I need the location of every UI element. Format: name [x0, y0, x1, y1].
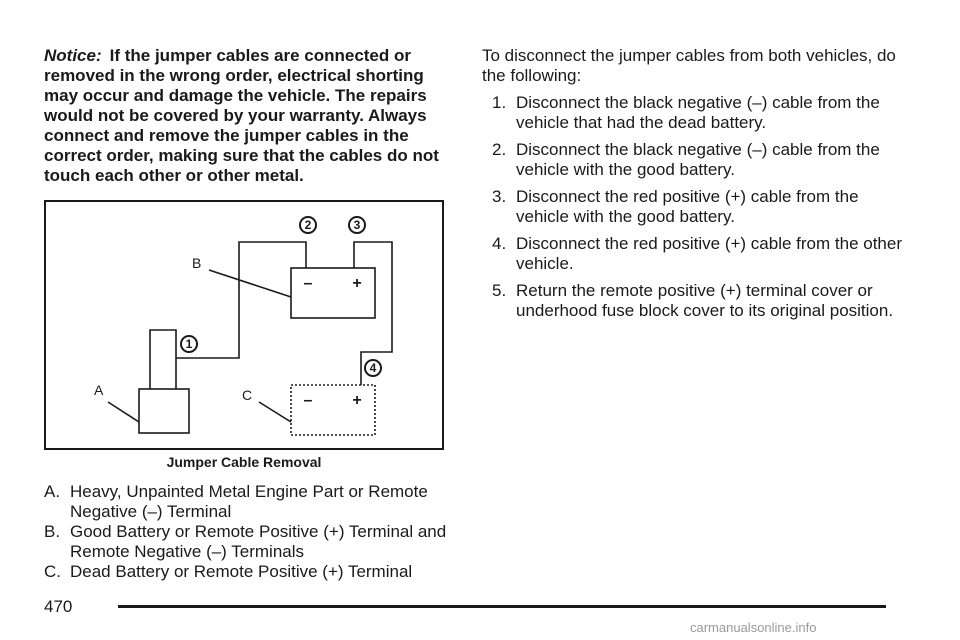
figure-caption: Jumper Cable Removal	[166, 454, 322, 470]
step-item	[492, 281, 912, 321]
label-a: A	[94, 382, 104, 398]
step-number: 4.	[492, 234, 507, 253]
step-text: Disconnect the black negative (–) cable from the vehicle that had the dead battery.	[516, 93, 880, 132]
notice-text: If the jumper cables are connected or removed in the wrong order, electrical shorting may occur and damage the vehicle. The repairs would not be covered by your warranty. Always connect and remove the jumper cables in the correct order, making sure that the cables do not touch each other or other metal.	[44, 46, 439, 185]
left-column	[44, 46, 454, 582]
engine-part-post	[150, 330, 176, 389]
engine-part-block	[139, 389, 189, 433]
step-number: 3.	[492, 187, 507, 206]
step-text: Return the remote positive (+) terminal cover or underhood fuse block cover to its original position.	[516, 281, 894, 320]
right-column	[482, 46, 912, 328]
footer-rule	[118, 605, 886, 608]
page-footer	[44, 597, 884, 621]
step-text: Disconnect the red positive (+) cable from the vehicle with the good battery.	[516, 187, 859, 226]
leader-line-c	[259, 402, 291, 422]
step-item	[492, 187, 912, 227]
notice-paragraph	[44, 46, 454, 186]
callout-2: 2	[304, 218, 312, 232]
good-battery-positive: +	[352, 275, 362, 292]
good-battery-negative: –	[303, 275, 313, 292]
dead-battery-positive: +	[352, 392, 362, 409]
watermark: carmanualsonline.info	[690, 620, 817, 635]
label-c: C	[242, 387, 253, 403]
diagram-svg	[46, 202, 442, 448]
step-number: 5.	[492, 281, 507, 300]
step-item	[492, 93, 912, 133]
legend-text: Dead Battery or Remote Positive (+) Terminal	[70, 562, 413, 581]
step-text: Disconnect the red positive (+) cable from the other vehicle.	[516, 234, 902, 273]
step-item	[492, 234, 912, 274]
jumper-cable-diagram	[44, 200, 444, 450]
notice-label: Notice:	[44, 46, 102, 65]
legend-key: C.	[44, 562, 61, 581]
legend-key: B.	[44, 522, 61, 541]
page-number: 470	[44, 597, 73, 616]
label-b: B	[192, 255, 202, 271]
legend-text: Good Battery or Remote Positive (+) Terminal and Remote Negative (–) Terminals	[70, 522, 447, 561]
step-text: Disconnect the black negative (–) cable from the vehicle with the good battery.	[516, 140, 880, 179]
callout-4: 4	[369, 361, 377, 375]
step-item	[492, 140, 912, 180]
leader-line-b	[209, 270, 291, 297]
callout-1: 1	[185, 337, 193, 351]
legend-item	[44, 562, 454, 582]
legend-key: A.	[44, 482, 61, 501]
legend-item	[44, 482, 454, 522]
intro-paragraph: To disconnect the jumper cables from both vehicles, do the following:	[482, 46, 896, 85]
dead-battery-negative: –	[303, 392, 313, 409]
steps-list	[482, 93, 912, 321]
step-number: 2.	[492, 140, 507, 159]
legend-item	[44, 522, 454, 562]
leader-line-a	[108, 402, 139, 422]
legend-list	[44, 482, 454, 582]
legend-text: Heavy, Unpainted Metal Engine Part or Remote Negative (–) Terminal	[70, 482, 428, 521]
callout-3: 3	[353, 218, 361, 232]
step-number: 1.	[492, 93, 507, 112]
